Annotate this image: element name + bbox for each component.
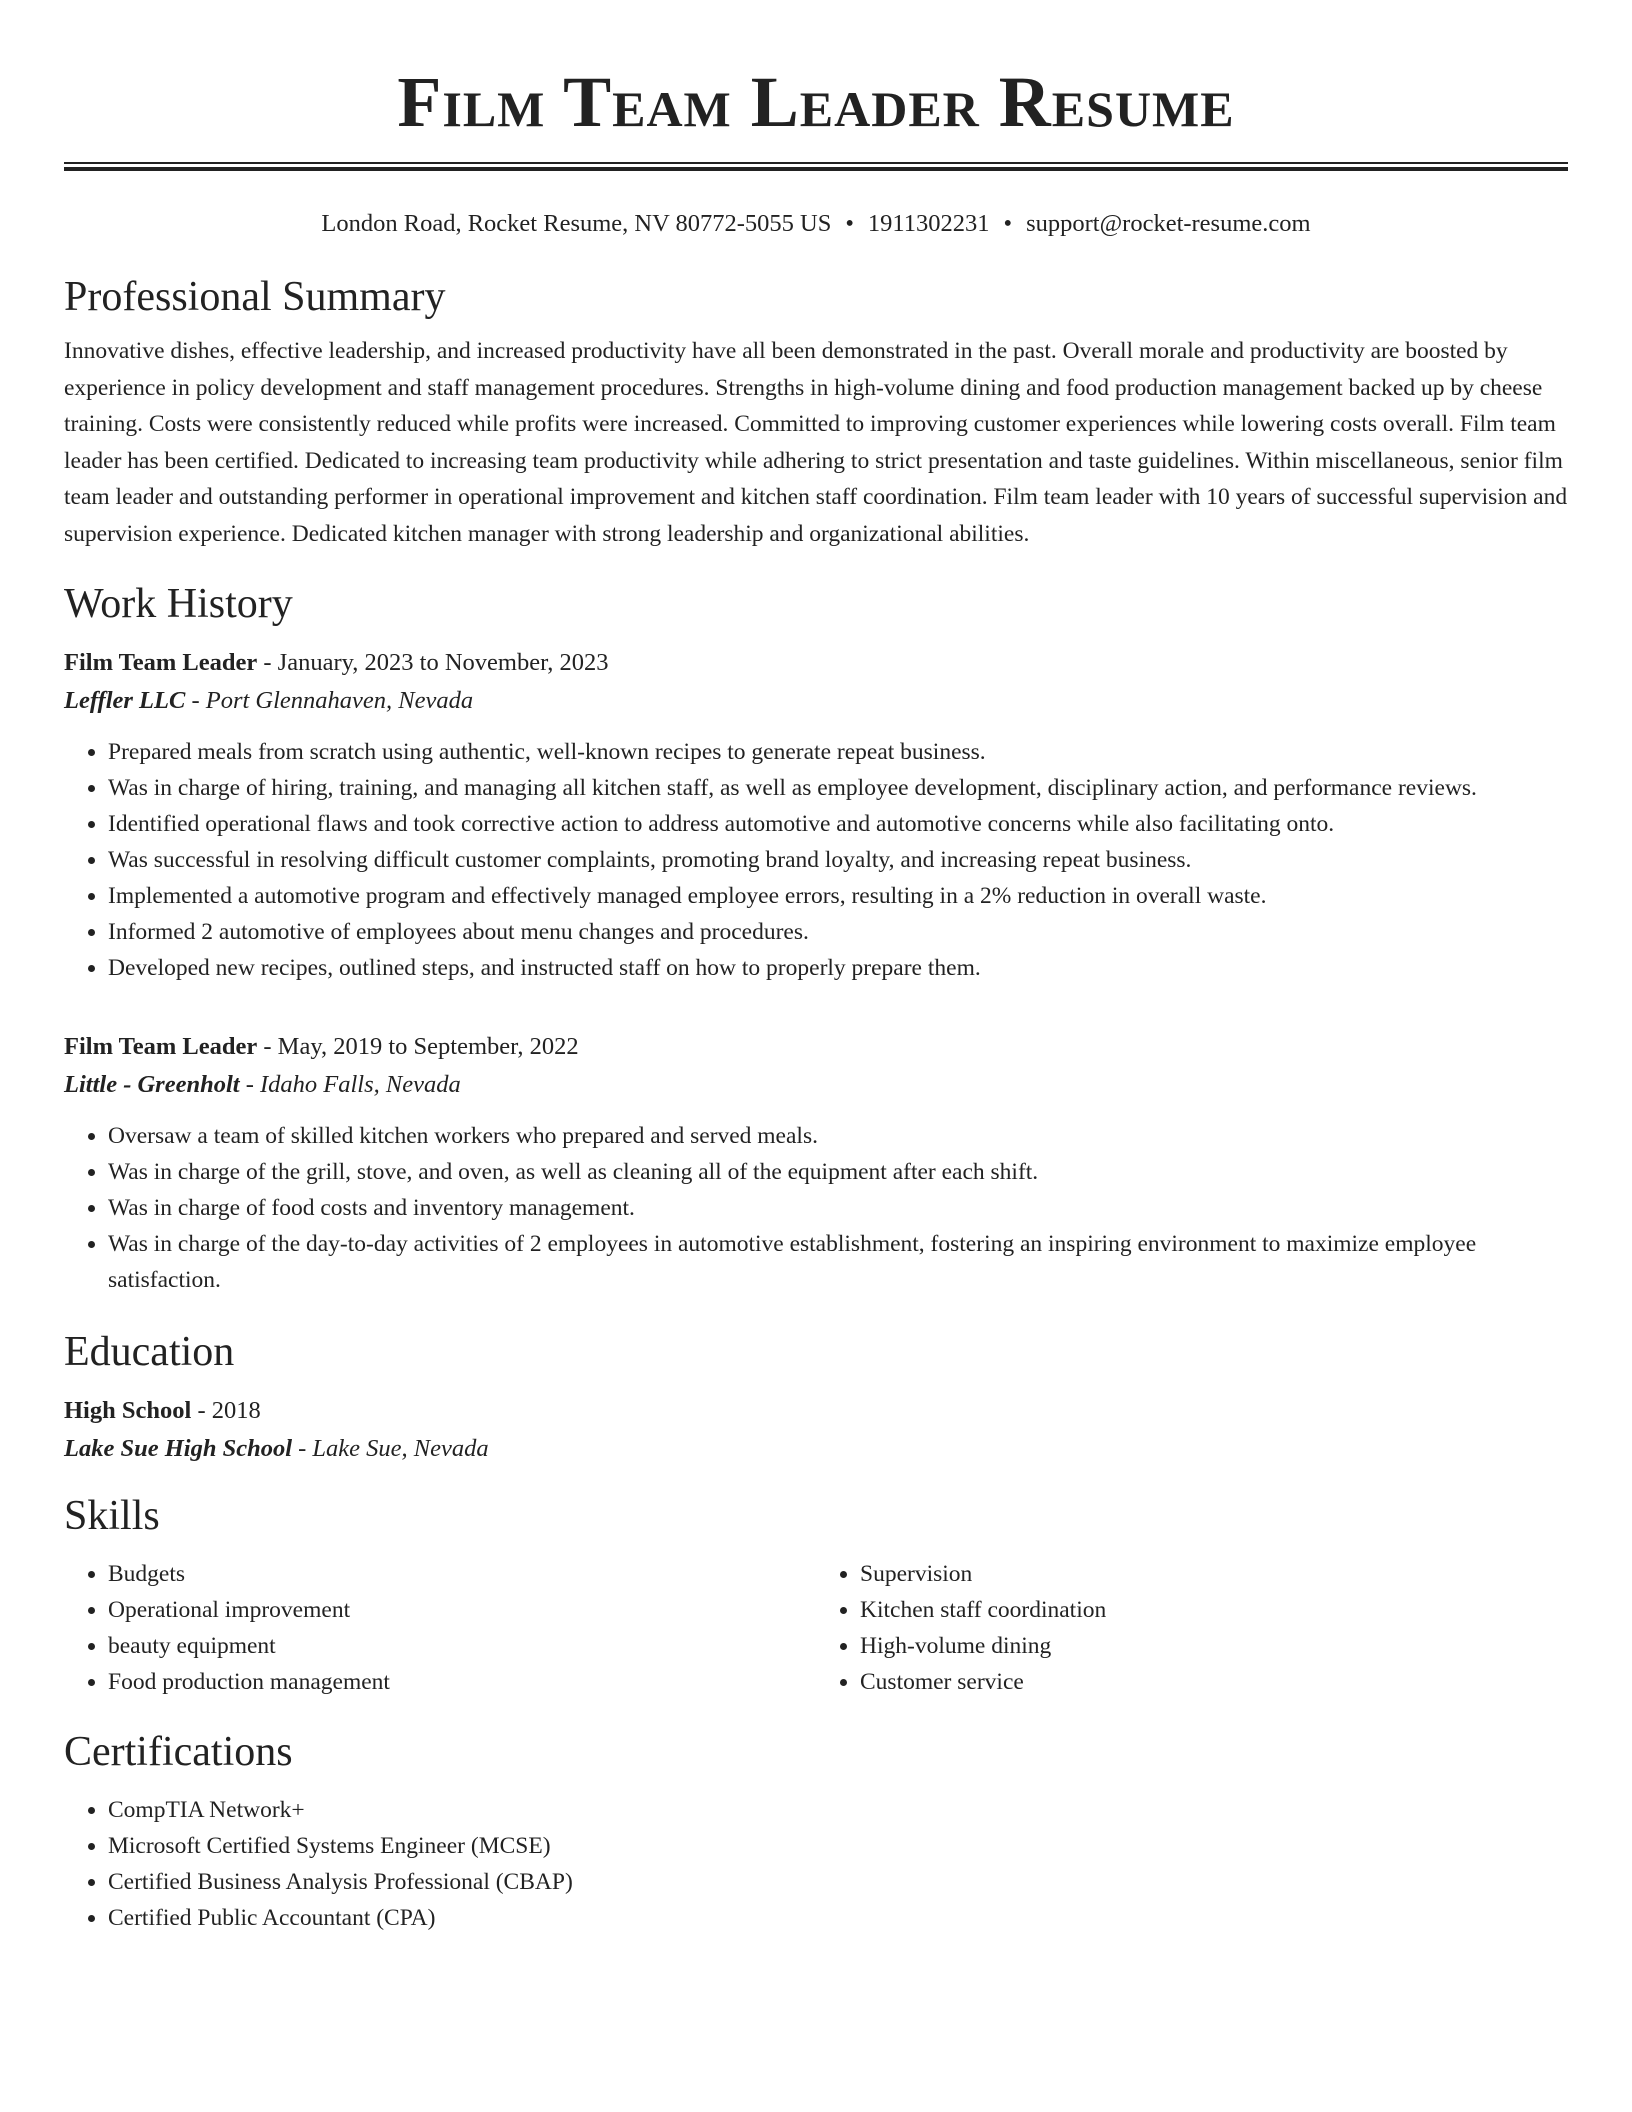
job-bullet: • Oversaw a team of skilled kitchen workers who prepared and served meals. [108,1118,1568,1154]
job-bullet: • Informed 2 automotive of employees about menu changes and procedures. [108,914,1568,950]
education-degree: High School [64,1397,192,1424]
job-title: Film Team Leader [64,649,258,676]
contact-phone: 1911302231 [867,210,990,237]
job-title-line [64,644,1568,682]
skill-item: • Supervision [860,1556,1568,1592]
job-title: Film Team Leader [64,1033,258,1060]
job-company: Little - Greenholt [64,1071,240,1098]
job-bullet: • Developed new recipes, outlined steps, and instructed staff on how to properly prepare them. [108,950,1568,986]
skill-item: • Customer service [860,1664,1568,1700]
skill-item: • beauty equipment [108,1628,816,1664]
job-bullet: • Was successful in resolving difficult customer complaints, promoting brand loyalty, and increasing repeat business. [108,842,1568,878]
job-bullet: • Was in charge of hiring, training, and managing all kitchen staff, as well as employee development, disciplinary action, and performance reviews. [108,770,1568,806]
job-bullets [64,734,1568,986]
title-divider [64,162,1568,171]
education-heading: Education [64,1329,235,1375]
job-company-line [64,1066,1568,1104]
summary-text: Innovative dishes, effective leadership, and increased productivity have all been demonstrated in the past. Overall morale and productivity are boosted by experience in policy development and staff management procedures. Strengths in high-volume dining and food production management backed up by cheese training. Costs were consistently reduced while profits were increased. Committed to improving customer experiences while lowering costs overall. Film team leader has been certified. Dedicated to increasing team productivity while adhering to strict presentation and taste guidelines. Within miscellaneous, senior film team leader and outstanding performer in operational improvement and kitchen staff coordination. Film team leader with 10 years of successful supervision and supervision experience. Dedicated kitchen manager with strong leadership and organizational abilities. [64,338,1568,547]
job-bullet: • Was in charge of the day-to-day activities of 2 employees in automotive establishment, fostering an inspiring environment to maximize employee satisfaction. [108,1226,1568,1298]
summary-section [64,271,1568,552]
certifications-heading: Certifications [64,1729,293,1775]
education-year: - 2018 [191,1397,261,1424]
job-dates: - May, 2019 to September, 2022 [257,1033,579,1060]
job-bullets [64,1118,1568,1298]
job-entry [64,644,1568,986]
education-school: Lake Sue High School [64,1435,293,1462]
education-section [64,1326,1568,1468]
job-bullet: • Identified operational flaws and took corrective action to address automotive and automotive concerns while also facilitating onto. [108,806,1568,842]
skills-section [64,1490,1568,1700]
skills-column-right [816,1556,1568,1700]
skills-heading: Skills [64,1493,160,1539]
skills-column-left [64,1556,816,1700]
job-bullet: • Was in charge of the grill, stove, and oven, as well as cleaning all of the equipment after each shift. [108,1154,1568,1190]
skill-item: • High-volume dining [860,1628,1568,1664]
job-company: Leffler LLC [64,687,186,714]
education-degree-line [64,1392,1568,1430]
contact-separator: • [1003,210,1013,237]
job-location: - Idaho Falls, Nevada [239,1071,461,1098]
job-title-line [64,1028,1568,1066]
contact-separator: • [845,210,854,237]
work-history-heading: Work History [64,581,293,627]
skill-item: • Kitchen staff coordination [860,1592,1568,1628]
skill-item: • Food production management [108,1664,816,1700]
job-bullet: • Was in charge of food costs and inventory management. [108,1190,1568,1226]
contact-email[interactable]: support@rocket-resume.com [1026,210,1311,237]
education-school-line [64,1430,1568,1468]
certifications-list [64,1792,1568,1936]
summary-heading: Professional Summary [64,274,446,320]
job-bullet: • Implemented a automotive program and effectively managed employee errors, resulting in a 2% reduction in overall waste. [108,878,1568,914]
job-bullet: • Prepared meals from scratch using authentic, well-known recipes to generate repeat business. [108,734,1568,770]
job-dates: - January, 2023 to November, 2023 [257,649,609,676]
skills-grid [64,1556,1568,1700]
job-location: - Port Glennahaven, Nevada [185,687,474,714]
contact-line [64,207,1568,241]
skill-item: • Budgets [108,1556,816,1592]
certification-item: • Certified Business Analysis Professional (CBAP) [108,1864,1568,1900]
skill-item: • Operational improvement [108,1592,816,1628]
work-history-section [64,578,1568,1298]
resume-title: Film Team Leader Resume [397,62,1235,142]
certifications-section [64,1726,1568,1936]
education-entry [64,1392,1568,1468]
job-company-line [64,682,1568,720]
certification-item: • CompTIA Network+ [108,1792,1568,1828]
education-location: - Lake Sue, Nevada [292,1435,489,1462]
contact-address: London Road, Rocket Resume, NV 80772-5055 US [321,210,832,237]
certification-item: • Certified Public Accountant (CPA) [108,1900,1568,1936]
certification-item: • Microsoft Certified Systems Engineer (MCSE) [108,1828,1568,1864]
job-entry [64,1028,1568,1298]
